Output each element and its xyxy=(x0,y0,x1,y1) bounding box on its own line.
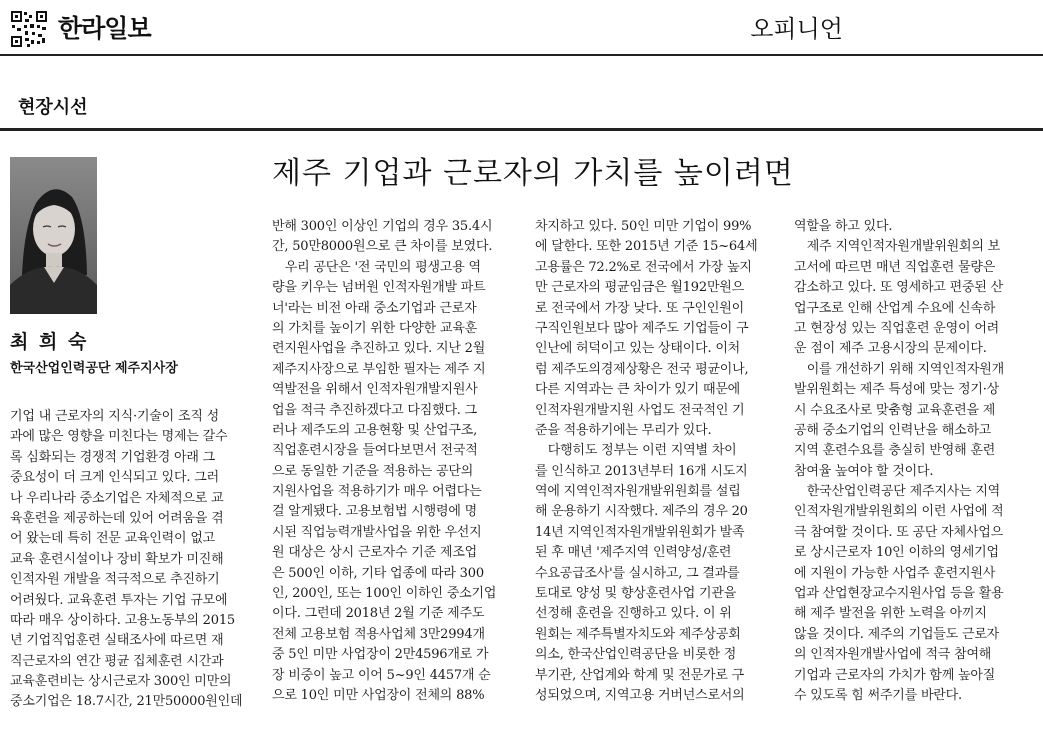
article-line: 다행히도 정부는 이런 지역별 차이 xyxy=(535,443,737,459)
article-line: 차지하고 있다. 50인 미만 기업이 99% xyxy=(535,219,752,234)
article-line: 교육 훈련시설이나 장비 확보가 미진해 xyxy=(10,551,224,567)
article-line: 역발전을 위해서 인적자원개발지원사 xyxy=(272,382,478,398)
article-line: 교육훈련비는 상시근로자 300인 미만의 xyxy=(10,674,232,690)
article-line: 제주지사장으로 부임한 필자는 제주 지 xyxy=(272,361,486,377)
article-line: 성되었으며, 지역고용 거버넌스로서의 xyxy=(535,687,745,703)
article-line: 간, 50만8000원으로 큰 차이를 보였다. xyxy=(272,239,493,255)
article-line: 전체 고용보험 적용사업체 3만2994개 xyxy=(272,626,485,642)
article-line: 극 참여할 것이다. 또 공단 자체사업으 xyxy=(794,524,1003,540)
article-line: 나 우리나라 중소기업은 자체적으로 교 xyxy=(10,490,224,506)
article-line: 업을 적극 추진하겠다고 다짐했다. 그 xyxy=(272,402,478,418)
article-line: 다른 지역과는 큰 차이가 있기 때문에 xyxy=(535,382,741,398)
article-line: 해 제주 발전을 위한 노력을 아끼지 xyxy=(794,606,987,622)
section-name: 오피니언 xyxy=(750,15,843,43)
article-line: 토대로 양성 및 향상훈련사업 기관을 xyxy=(535,586,737,602)
article-line: 원 대상은 상시 근로자수 기준 제조업 xyxy=(272,545,478,561)
article-line: 감소하고 있다. 또 영세하고 편중된 산 xyxy=(794,280,1003,296)
article-line: 반해 300인 이상인 기업의 경우 35.4시 xyxy=(272,219,493,234)
article-line: 원회는 제주특별자치도와 제주상공회 xyxy=(535,626,741,642)
article-line: 업과 산업현장교수지원사업 등을 활용 xyxy=(794,586,1004,602)
article-line: 중소기업은 18.7시간, 21만50000원인데 xyxy=(10,694,243,710)
article-line: 우리 공단은 '전 국민의 평생고용 역 xyxy=(272,259,481,275)
article-line: 과에 많은 영향을 미친다는 명제는 갈수 xyxy=(10,429,228,445)
article-column-4 xyxy=(794,217,1039,706)
article-line: 고용률은 72.2%로 전국에서 가장 높지 xyxy=(535,259,752,275)
article-column-2 xyxy=(272,217,517,706)
article-line: 해 운용하기 시작했다. 제주의 경우 20 xyxy=(535,504,748,520)
article-line: 업구조로 인해 산업계 수요에 신속하 xyxy=(794,300,996,316)
article-line: 인적자원 개발을 적극적으로 추진하기 xyxy=(10,572,220,588)
article-line: 은 500인 이하, 기타 업종에 따라 300 xyxy=(272,565,484,581)
article-line: 지원사업을 적용하기가 매우 어렵다는 xyxy=(272,484,482,500)
article-line: 록 심화되는 경쟁적 기업환경 아래 그 xyxy=(10,449,216,465)
article-line: 따라 매우 상이하다. 고용노동부의 2015 xyxy=(10,612,235,628)
article-line: 로 전국에서 가장 낮다. 또 구인인원이 xyxy=(535,300,744,316)
article-line: 선정해 훈련을 진행하고 있다. 이 위 xyxy=(535,606,732,622)
article-line: 공해 중소기업의 인력난을 해소하고 xyxy=(794,422,992,438)
article-line: 러나 제주도의 고용현황 및 산업구조, xyxy=(272,422,478,438)
article-line: 어려웠다. 교육훈련 투자는 기업 규모에 xyxy=(10,592,228,608)
article-line: 지역 훈련수요를 충실히 반영해 훈련 xyxy=(794,443,996,459)
article-column-1 xyxy=(10,407,255,713)
article-headline: 제주 기업과 근로자의 가치를 높이려면 xyxy=(272,156,794,191)
article-line: 어 왔는데 특히 전문 교육인력이 없고 xyxy=(10,531,216,547)
article-line: 너'라는 비전 아래 중소기업과 근로자 xyxy=(272,300,477,316)
article-line: 고 현장성 있는 직업훈련 운영이 어려 xyxy=(794,320,1000,336)
article-line: 시 수요조사로 맞춤형 교육훈련을 제 xyxy=(794,402,996,418)
article-line: 를 인식하고 2013년부터 16개 시도지 xyxy=(535,463,748,479)
article-line: 역할을 하고 있다. xyxy=(794,219,893,234)
top-divider xyxy=(0,54,1043,56)
article-line: 시된 직업능력개발사업을 위한 우선지 xyxy=(272,524,482,540)
article-line: 량을 키우는 넘버원 인적자원개발 파트 xyxy=(272,280,486,296)
article-line: 이다. 그런데 2018년 2월 기준 제주도 xyxy=(272,606,485,622)
article-line: 구직인원보다 많아 제주도 기업들이 구 xyxy=(535,320,749,336)
article-line: 역에 지역인적자원개발위원회를 설립 xyxy=(535,484,741,500)
column-tag: 현장시선 xyxy=(18,97,88,118)
article-line: 걸 알게됐다. 고용보험법 시행령에 명 xyxy=(272,504,478,520)
author-photo xyxy=(10,157,97,314)
article-line: 된 후 매년 '제주지역 인력양성/훈련 xyxy=(535,545,732,561)
article-line: 만 근로자의 평균임금은 월192만원으 xyxy=(535,280,745,296)
article-line: 수 있도록 힘 써주기를 바란다. xyxy=(794,687,962,703)
article-column-3 xyxy=(535,217,780,706)
article-line: 련지원사업을 추진하고 있다. 지난 2월 xyxy=(272,341,486,357)
article-line: 14년 지역인적자원개발위원회가 발족 xyxy=(535,524,745,540)
article-line: 이를 개선하기 위해 지역인적자원개 xyxy=(794,361,1004,377)
article-line: 발위원회는 제주 특성에 맞는 정기·상 xyxy=(794,382,1000,398)
article-line: 수요공급조사'를 실시하고, 그 결과를 xyxy=(535,565,740,581)
newspaper-logo[interactable]: 한라일보 xyxy=(58,14,151,43)
author-title: 한국산업인력공단 제주지사장 xyxy=(10,361,178,376)
article-line: 으로 10인 미만 사업장이 전체의 88% xyxy=(272,687,485,703)
article-line: 년 기업직업훈련 실태조사에 따르면 재 xyxy=(10,633,224,649)
article-line: 중 5인 미만 사업장이 2만4596개로 가 xyxy=(272,647,489,663)
section-divider xyxy=(0,128,1043,131)
article-line: 의 인적자원개발사업에 적극 참여해 xyxy=(794,647,992,663)
article-line: 부기관, 산업계와 학계 및 전문가로 구 xyxy=(535,667,744,683)
article-line: 의 가치를 높이기 위한 다양한 교육훈 xyxy=(272,320,478,336)
article-line: 중요성이 더 크게 인식되고 있다. 그러 xyxy=(10,470,219,486)
article-line: 으로 동일한 기준을 적용하는 공단의 xyxy=(272,463,474,479)
article-line: 에 달한다. 또한 2015년 기준 15~64세 xyxy=(535,239,758,255)
article-line: 고서에 따르면 매년 직업훈련 물량은 xyxy=(794,259,996,275)
article-line: 인적자원개발지원 사업도 전국적인 기 xyxy=(535,402,745,418)
article-line: 않을 것이다. 제주의 기업들도 근로자 xyxy=(794,626,1000,642)
article-line: 에 지원이 가능한 사업주 훈련지원사 xyxy=(794,565,996,581)
article-line: 인적자원개발위원회의 이런 사업에 적 xyxy=(794,504,1004,520)
article-line: 참여율 높여야 할 것이다. xyxy=(794,463,934,479)
article-line: 인난에 허덕이고 있는 상태이다. 이처 xyxy=(535,341,741,357)
article-line: 기업과 근로자의 가치가 함께 높아질 xyxy=(794,667,996,683)
article-line: 인, 200인, 또는 100인 이하인 중소기업 xyxy=(272,586,497,602)
article-line: 육훈련을 제공하는데 있어 어려움을 겪 xyxy=(10,510,224,526)
article-line: 한국산업인력공단 제주지사는 지역 xyxy=(794,484,1001,500)
article-line: 기업 내 근로자의 지식·기술이 조직 성 xyxy=(10,409,219,424)
article-line: 럼 제주도의경제상황은 전국 평균이나, xyxy=(535,361,749,377)
article-line: 의소, 한국산업인력공단을 비롯한 정 xyxy=(535,647,737,663)
article-line: 직근로자의 연간 평균 집체훈련 시간과 xyxy=(10,653,224,669)
article-line: 로 상시근로자 10인 이하의 영세기업 xyxy=(794,545,999,561)
article-line: 운 점이 제주 고용시장의 문제이다. xyxy=(794,341,987,357)
article-line: 직업훈련시장을 들여다보면서 전국적 xyxy=(272,443,478,459)
article-line: 제주 지역인적자원개발위원회의 보 xyxy=(794,239,1001,255)
article-line: 준을 적용하기에는 무리가 있다. xyxy=(535,422,712,438)
qr-code-icon[interactable] xyxy=(10,10,48,48)
article-line: 장 비중이 높고 이어 5~9인 4457개 순 xyxy=(272,667,491,683)
author-name: 최 희 숙 xyxy=(10,331,89,353)
